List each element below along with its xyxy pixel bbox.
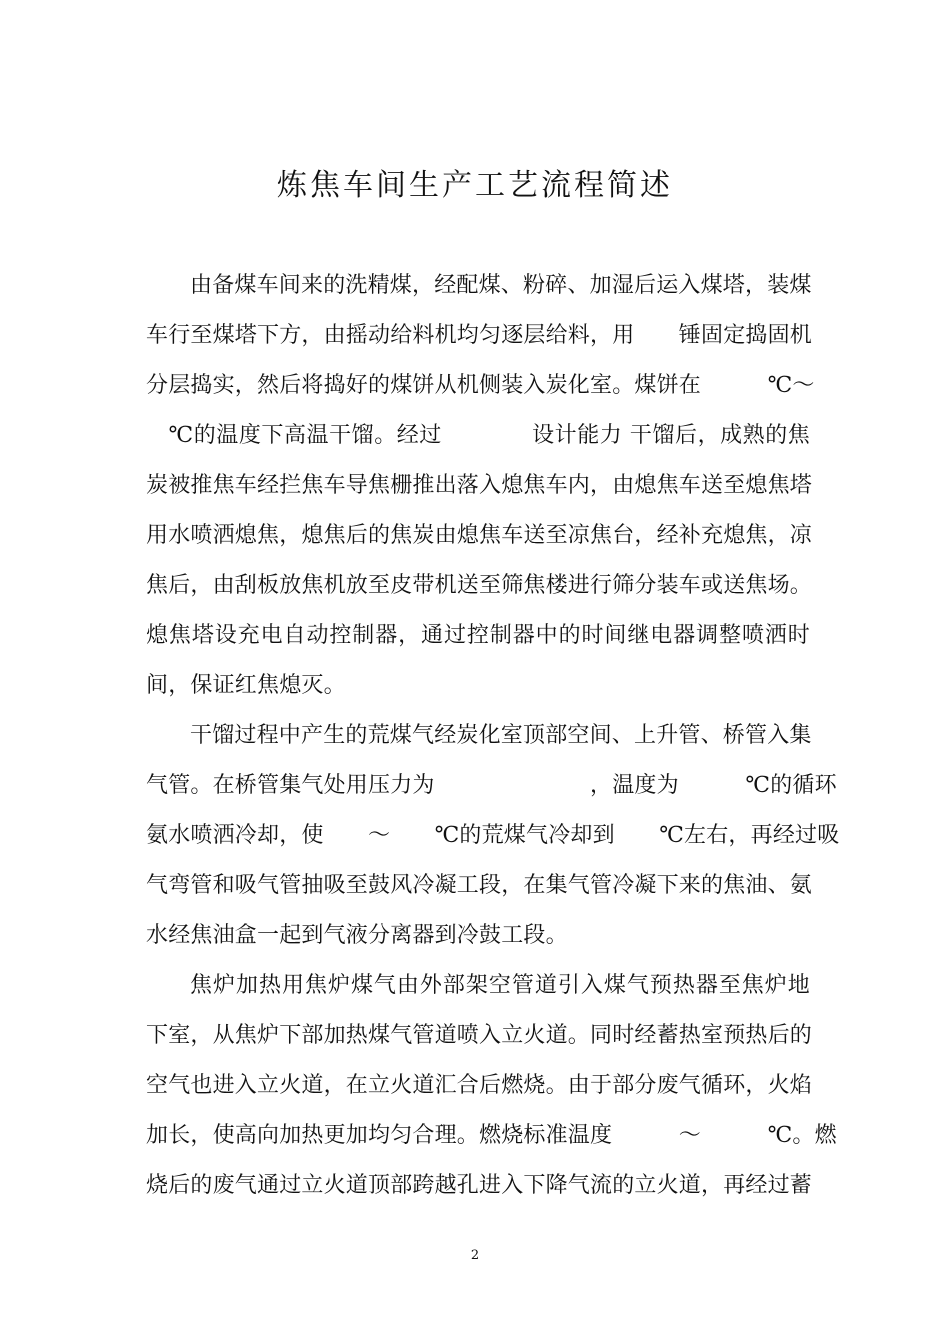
text-line: 焦后，由刮板放焦机放至皮带机送至筛焦楼进行筛分装车或送焦场。	[146, 573, 813, 598]
text-line: 干馏过程中产生的荒煤气经炭化室顶部空间、上升管、桥管入集	[190, 723, 812, 748]
text-line: 加长，使高向加热更加均匀合理。燃烧标准温度 ～ ℃。燃	[146, 1123, 837, 1148]
text-line: 炭被推焦车经拦焦车导焦栅推出落入熄焦车内，由熄焦车送至熄焦塔	[146, 473, 813, 498]
text-line: 气弯管和吸气管抽吸至鼓风冷凝工段，在集气管冷凝下来的焦油、氨	[146, 873, 813, 898]
text-line: 下室，从焦炉下部加热煤气管道喷入立火道。同时经蓄热室预热后的	[146, 1023, 813, 1048]
text-line: 用水喷洒熄焦，熄焦后的焦炭由熄焦车送至凉焦台，经补充熄焦，凉	[146, 523, 813, 548]
text-line: 空气也进入立火道，在立火道汇合后燃烧。由于部分废气循环，火焰	[146, 1073, 813, 1098]
text-line: 烧后的废气通过立火道顶部跨越孔进入下降气流的立火道，再经过蓄	[146, 1173, 813, 1198]
text-line: 氨水喷洒冷却，使 ～ ℃的荒煤气冷却到 ℃左右，再经过吸	[146, 823, 840, 848]
text-line: 水经焦油盒一起到气液分离器到冷鼓工段。	[146, 923, 568, 948]
text-line: 熄焦塔设充电自动控制器，通过控制器中的时间继电器调整喷洒时	[146, 623, 810, 648]
text-line: 焦炉加热用焦炉煤气由外部架空管道引入煤气预热器至焦炉地	[190, 973, 810, 998]
text-line: 由备煤车间来的洗精煤，经配煤、粉碎、加湿后运入煤塔，装煤	[190, 273, 812, 298]
text-line: 分层捣实，然后将捣好的煤饼从机侧装入炭化室。煤饼在 ℃～	[146, 373, 815, 398]
page-number: 2	[470, 1248, 480, 1263]
text-line: 车行至煤塔下方，由摇动给料机均匀逐层给料，用 锤固定捣固机	[146, 323, 813, 348]
page-title: 炼焦车间生产工艺流程简述	[277, 168, 673, 203]
text-line: 间，保证红焦熄灭。	[146, 673, 346, 698]
text-line: ℃的温度下高温干馏。经过 设计能力 干馏后，成熟的焦	[146, 423, 810, 448]
text-line: 气管。在桥管集气处用压力为 ，温度为 ℃的循环	[146, 773, 837, 798]
